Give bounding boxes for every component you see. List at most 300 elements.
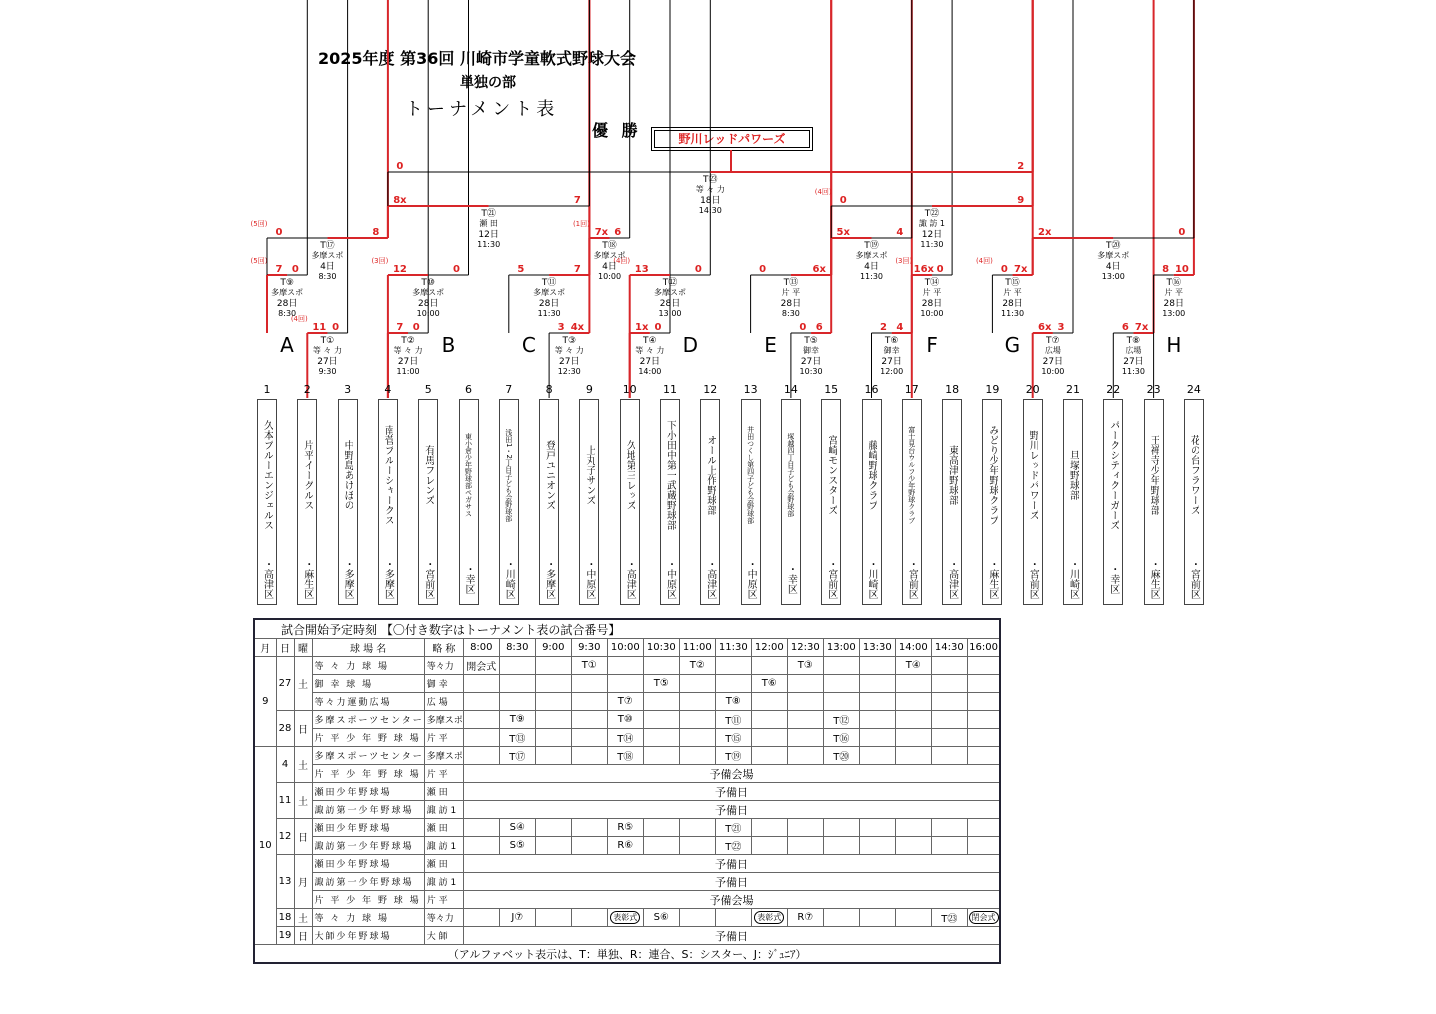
undefined-day: 28日 [538,299,560,309]
schedule-slot [787,837,823,855]
schedule-slot [715,657,751,675]
schedule-header: 16:00 [967,639,1000,657]
undefined-time: 11:30 [537,309,561,318]
schedule-venue-short: 等々力 [424,657,463,675]
undefined-label: T⑳ [1106,241,1121,251]
team-box [418,399,438,605]
undefined-venue: 多摩スポ [593,251,626,260]
team-name: 南菅ブルーシャークス [382,425,394,525]
schedule-slot [967,711,1000,729]
team-box [1144,399,1164,605]
schedule-venue: 片 平 少 年 野 球 場 [312,765,424,783]
undefined-time: 8:30 [278,309,297,318]
schedule-header: 11:30 [715,639,751,657]
undefined-label: T⑥ [884,336,899,346]
schedule-reserve: 予備日 [463,855,1000,873]
team-name: 久地第三レッズ [624,440,636,510]
schedule-slot: T㉓ [931,909,967,927]
schedule-slot: T⑩ [607,711,643,729]
undefined-label: T⑯ [1166,278,1181,288]
undefined-day: 28日 [1002,299,1023,309]
schedule-slot [535,657,571,675]
team-name: 久本ブルーエンジェルス [261,420,273,530]
schedule-slot [499,693,535,711]
schedule-slot [535,837,571,855]
schedule-header: 日 [276,639,294,657]
team-box [1063,399,1083,605]
undefined-time: 10:30 [799,367,823,376]
schedule-weekday: 土 [294,783,312,819]
schedule-slot: 開会式 [463,657,499,675]
undefined-time: 12:00 [880,367,904,376]
schedule-month: 9 [254,657,276,747]
schedule-slot [967,837,1000,855]
team-name: 下小田中第一武蔵野球部 [664,420,676,530]
undefined-label: T⑰ [320,241,335,251]
undefined-time: 10:00 [920,309,944,318]
undefined-day: 4日 [602,262,617,272]
block-letter-C: C [521,333,536,357]
undefined-day: 28日 [659,299,681,309]
schedule-venue-short: 大 師 [424,927,463,945]
undefined-left-score: 0 [1000,264,1008,275]
schedule-reserve: 予備会場 [463,891,1000,909]
team-box [821,399,841,605]
undefined-left-score: 6 [1121,322,1129,333]
schedule-slot: T⑰ [499,747,535,765]
schedule-slot: T⑫ [823,711,859,729]
schedule-slot [463,819,499,837]
team-box [499,399,519,605]
schedule-weekday: 日 [294,927,312,945]
schedule-slot: J⑦ [499,909,535,927]
schedule-slot [535,675,571,693]
undefined-label: T⑬ [783,278,799,288]
undefined-right-score: 6 [815,322,823,333]
team-number: 2 [303,383,311,396]
undefined-time: 10:00 [416,309,440,318]
schedule-venue: 瀬田少年野球場 [312,855,424,873]
schedule-slot [967,675,1000,693]
schedule-slot [463,693,499,711]
schedule-slot: T⑦ [607,693,643,711]
schedule-header: 12:30 [787,639,823,657]
team-ward: ・高津区 [704,559,716,599]
undefined-left-score: 8 [1162,264,1170,275]
schedule-slot [895,693,931,711]
schedule-slot: T① [571,657,607,675]
schedule-venue-short: 広 場 [424,693,463,711]
schedule-venue-short: 片 平 [424,729,463,747]
team-ward: ・川崎区 [866,559,877,599]
schedule-slot [751,693,787,711]
schedule-venue: 瀬田少年野球場 [312,819,424,837]
undefined-time: 11:30 [1121,367,1145,376]
schedule-header: 13:30 [859,639,895,657]
undefined-left-score: 5x [836,227,850,238]
team-ward: ・高津区 [624,559,636,599]
undefined-right-score: 4 [896,227,904,238]
schedule-slot [859,729,895,747]
team-number: 7 [505,383,513,396]
schedule-slot [859,837,895,855]
team-number: 23 [1146,383,1161,396]
schedule-slot [679,675,715,693]
schedule-day: 12 [276,819,294,855]
undefined-time: 9:30 [318,367,337,376]
schedule-slot [535,693,571,711]
team-box [1103,399,1123,605]
schedule-slot: T⑯ [823,729,859,747]
schedule-slot [751,657,787,675]
schedule-header: 14:00 [895,639,931,657]
champion-label: 優 勝 [592,121,642,140]
schedule-slot [859,747,895,765]
schedule-slot [535,747,571,765]
undefined-right-score: 8 [372,227,380,238]
undefined-day: 4日 [1105,262,1121,272]
schedule-header: 14:30 [931,639,967,657]
schedule-month: 10 [254,747,276,945]
undefined-venue: 等 々 力 [695,185,725,194]
schedule-table [253,618,1001,964]
undefined-venue: 御幸 [803,346,820,355]
schedule-day: 11 [276,783,294,819]
team-box [257,399,277,605]
schedule-slot [499,675,535,693]
team-number: 13 [743,383,758,396]
schedule-slot [643,819,679,837]
team-number: 18 [945,383,960,396]
schedule-slot [895,729,931,747]
schedule-venue-short: 瀬 田 [424,855,463,873]
undefined-innings-note: (5回) [250,257,268,265]
schedule-slot: T㉑ [715,819,751,837]
team-box [1023,399,1043,605]
team-ward: ・幸区 [1107,564,1119,594]
undefined-time: 13:00 [1162,309,1186,318]
undefined-day: 27日 [317,357,338,367]
schedule-slot: 表彰式 [607,909,643,927]
schedule-slot: T⑱ [607,747,643,765]
team-ward: ・宮前区 [906,559,918,599]
schedule-slot [823,693,859,711]
undefined-right-score: 7x [1134,322,1149,333]
team-number: 10 [622,383,637,396]
undefined-right-score: 0 [291,264,299,275]
team-box [902,399,922,605]
undefined-day: 18日 [700,196,721,206]
undefined-innings-note: (1回) [572,220,590,228]
schedule-slot: T⑬ [499,729,535,747]
schedule-slot [679,747,715,765]
schedule-slot [643,657,679,675]
schedule-slot [967,729,1000,747]
doc-type-label: トーナメント表 [405,99,559,120]
schedule-day: 13 [276,855,294,909]
undefined-left-score: 5 [517,264,525,275]
schedule-slot [679,837,715,855]
schedule-slot [859,711,895,729]
schedule-slot [643,837,679,855]
undefined-venue: 片 平 [1164,288,1184,297]
team-number: 6 [465,383,472,396]
team-name: みどり少年野球クラブ [986,425,998,525]
schedule-header: 12:00 [751,639,787,657]
undefined-label: T⑭ [924,278,940,288]
schedule-venue: 諏訪第一少年野球場 [312,873,424,891]
schedule-venue-short: 等々力 [424,909,463,927]
undefined-time: 13:00 [658,309,682,318]
undefined-left-score: 12 [392,264,407,275]
schedule-slot: R⑤ [607,819,643,837]
team-ward: ・中原区 [664,559,676,599]
schedule-reserve: 予備日 [463,873,1000,891]
schedule-venue-short: 片 平 [424,765,463,783]
schedule-slot: S⑤ [499,837,535,855]
undefined-left-score: 0 [759,264,767,275]
schedule-slot [823,837,859,855]
undefined-right-score: 0 [332,322,340,333]
team-name: パークシティクーガーズ [1107,420,1119,530]
schedule-slot [787,675,823,693]
undefined-day: 28日 [276,299,298,309]
schedule-slot [931,837,967,855]
team-ward: ・川崎区 [503,559,515,599]
schedule-venue: 大師少年野球場 [312,927,424,945]
undefined-time: 13:00 [1101,272,1125,281]
schedule-slot: T㉒ [715,837,751,855]
schedule-slot [931,747,967,765]
team-name: 旦塚野球部 [1067,450,1079,500]
undefined-venue: 片 平 [922,288,942,297]
schedule-slot [715,675,751,693]
schedule-slot [535,819,571,837]
schedule-reserve: 予備日 [463,927,1000,945]
undefined-venue: 広場 [1044,346,1061,355]
schedule-slot [463,675,499,693]
team-box [862,399,882,605]
schedule-slot [895,675,931,693]
schedule-venue: 瀬田少年野球場 [312,783,424,801]
undefined-venue: 多摩スポ [855,251,888,260]
undefined-left-score: 1x [634,322,649,333]
team-ward: ・麻生区 [1148,559,1160,599]
team-box [700,399,720,605]
undefined-time: 8:30 [781,309,800,318]
schedule-slot [751,729,787,747]
schedule-venue: 等々力運動広場 [312,693,424,711]
schedule-slot [859,819,895,837]
schedule-venue: 等 々 力 球 場 [312,909,424,927]
schedule-weekday: 土 [294,747,312,783]
team-number: 4 [384,383,392,396]
undefined-venue: 多摩スポ [271,288,304,297]
schedule-slot [535,909,571,927]
block-letter-G: G [1004,333,1021,357]
schedule-slot [571,837,607,855]
schedule-slot: T⑭ [607,729,643,747]
schedule-slot [463,711,499,729]
undefined-day: 27日 [559,357,580,367]
team-name: 中野島あけぼの [342,440,354,510]
team-box [741,399,761,605]
schedule-day: 4 [276,747,294,783]
undefined-time: 8:30 [318,272,337,281]
schedule-venue-short: 諏 訪 1 [424,801,463,819]
undefined-label: T⑦ [1046,336,1060,346]
schedule-slot [571,675,607,693]
team-name: 王禅寺少年野球部 [1148,435,1160,515]
schedule-slot [643,711,679,729]
undefined-right-score: 7 [573,264,581,275]
undefined-innings-note: (4回) [975,257,993,265]
undefined-venue: 等 々 力 [312,346,342,355]
undefined-label: T⑩ [421,278,435,288]
schedule-slot [895,747,931,765]
undefined-day: 28日 [1163,299,1184,309]
undefined-day: 27日 [800,357,822,367]
undefined-day: 12日 [478,230,499,240]
schedule-slot: S④ [499,819,535,837]
team-number: 19 [985,383,1000,396]
undefined-innings-note: (4回) [290,315,308,323]
schedule-header: 曜 [294,639,312,657]
undefined-venue: 等 々 力 [635,346,665,355]
undefined-day: 12日 [921,230,943,240]
undefined-right-score: 0 [654,322,662,333]
undefined-venue: 多摩スポ [1097,251,1130,260]
schedule-slot [643,729,679,747]
undefined-label: T⑲ [864,241,879,251]
undefined-venue: 等 々 力 [393,346,423,355]
team-box [539,399,559,605]
undefined-left-score: 3 [557,322,565,333]
schedule-slot [751,819,787,837]
schedule-header: 10:00 [607,639,643,657]
undefined-right-score: 2 [1017,161,1025,172]
schedule-venue: 多摩スポーツセンター [312,711,424,729]
undefined-label: T⑫ [662,278,678,288]
undefined-label: T⑤ [804,336,818,346]
undefined-label: T⑨ [280,278,294,288]
schedule-reserve: 予備会場 [463,765,1000,783]
undefined-left-score: 0 [839,195,847,206]
schedule-caption: 試合開始予定時刻 【〇付き数字はトーナメント表の試合番号】 [254,619,1000,639]
schedule-slot [931,711,967,729]
undefined-day: 4日 [864,262,879,272]
schedule-slot [679,711,715,729]
schedule-slot [859,909,895,927]
team-name: 塚越四丁目子ども会野球部 [786,433,795,517]
undefined-left-score: 6x [1037,322,1052,333]
schedule-slot [859,675,895,693]
schedule-slot: T⑨ [499,711,535,729]
undefined-day: 27日 [881,357,902,367]
undefined-right-score: 0 [936,264,944,275]
schedule-venue-short: 多摩スポ [424,747,463,765]
team-box [1184,399,1204,605]
undefined-venue: 多摩スポ [533,288,566,297]
schedule-slot [571,909,607,927]
schedule-slot: T⑲ [715,747,751,765]
schedule-header: 略 称 [424,639,463,657]
schedule-slot: R⑦ [787,909,823,927]
undefined-right-score: 6 [614,227,622,238]
schedule-slot [499,657,535,675]
team-number: 5 [424,383,432,396]
schedule-slot [679,909,715,927]
schedule-slot [643,747,679,765]
undefined-time: 10:00 [1041,367,1065,376]
schedule-reserve: 予備日 [463,783,1000,801]
schedule-slot [967,819,1000,837]
schedule-day: 19 [276,927,294,945]
undefined-label: T④ [643,336,657,346]
team-number: 24 [1186,383,1201,396]
team-box [781,399,801,605]
schedule-slot: R⑥ [607,837,643,855]
undefined-label: T㉑ [481,209,496,219]
team-box [660,399,680,605]
team-name: 宮崎モンスターズ [825,435,837,515]
schedule-venue-short: 多摩スポ [424,711,463,729]
undefined-left-score: 0 [799,322,807,333]
schedule-venue-short: 瀬 田 [424,783,463,801]
team-box [338,399,358,605]
schedule-day: 28 [276,711,294,747]
team-ward: ・高津区 [261,559,273,599]
schedule-slot [859,693,895,711]
undefined-label: T③ [562,336,577,346]
schedule-slot [823,909,859,927]
team-number: 1 [263,383,271,396]
schedule-slot: T② [679,657,715,675]
schedule-slot [931,729,967,747]
block-letter-D: D [682,333,699,357]
block-letter-A: A [280,333,294,357]
team-ward: ・多摩区 [382,559,394,599]
undefined-day: 27日 [1123,357,1144,367]
team-number: 12 [703,383,718,396]
team-number: 8 [545,383,553,396]
undefined-innings-note: (4回) [814,188,832,196]
undefined-day: 28日 [921,299,943,309]
schedule-venue-short: 瀬 田 [424,819,463,837]
schedule-slot [607,675,643,693]
team-ward: ・幸区 [463,564,474,594]
undefined-venue: 御幸 [883,346,900,355]
team-ward: ・幸区 [785,564,797,594]
schedule-slot [571,819,607,837]
undefined-label: T⑮ [1005,278,1020,288]
undefined-left-score: 0 [275,227,283,238]
schedule-header: 球 場 名 [312,639,424,657]
team-number: 11 [663,383,677,396]
undefined-left-score: 7 [396,322,404,333]
undefined-day: 28日 [780,299,802,309]
team-ward: ・宮前区 [1188,559,1200,599]
schedule-slot [715,909,751,927]
undefined-time: 14:00 [638,367,662,376]
schedule-slot [859,657,895,675]
team-box [378,399,398,605]
schedule-header: 10:30 [643,639,679,657]
schedule-venue-short: 御 幸 [424,675,463,693]
team-name: 井田つくし第四子ども会野球部 [746,426,755,524]
undefined-label: T⑱ [602,241,617,251]
undefined-day: 28日 [417,299,439,309]
